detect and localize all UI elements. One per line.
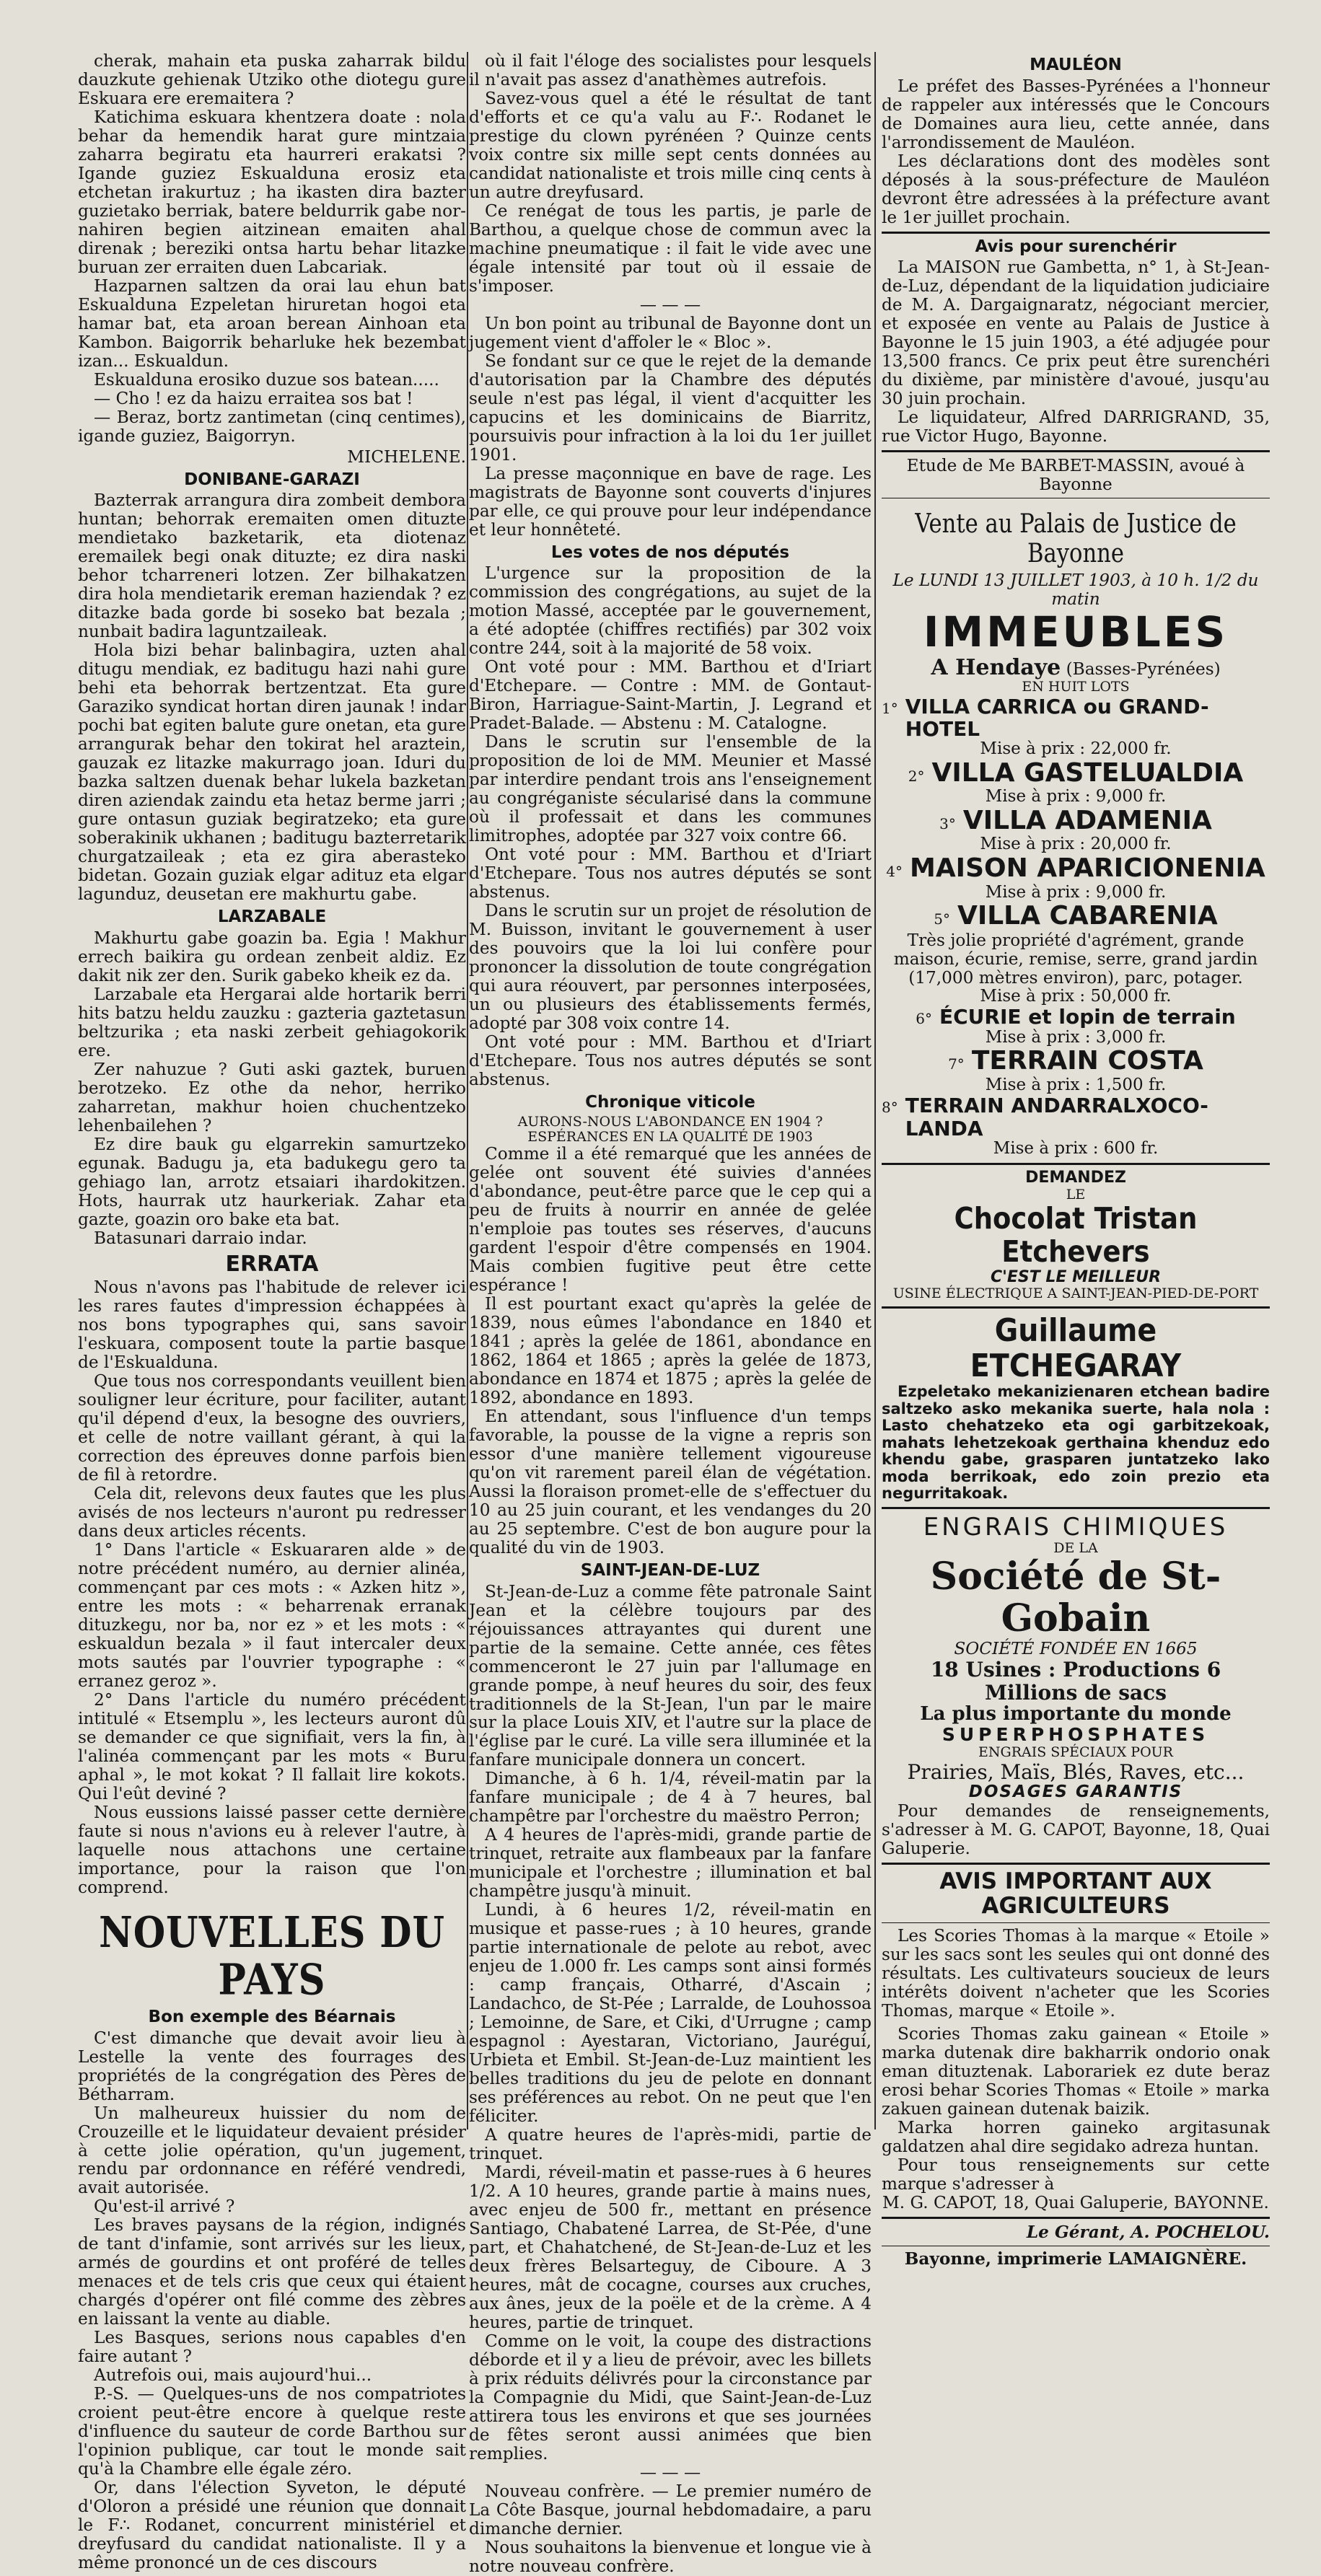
- paragraph: C'est dimanche que devait avoir lieu à Lestelle la vente des fourrages des propriétés de la congrégation des Pères de Bétharram.: [78, 2028, 466, 2104]
- ad-le: LE: [1066, 1186, 1086, 1203]
- lot-price: Mise à prix : 600 fr.: [993, 1139, 1159, 1159]
- lot-name: TERRAIN COSTA: [971, 1046, 1203, 1076]
- paragraph: Comme il a été remarqué que les années de gelée ont souvent été suivies d'années d'abondance, peut-être parce que le cep qui a peu de fruits à nourrir en année de gelée n'emploie pas toutes ses réserves, d'aucuns gardent l'espoir d'être compensés en 1904. Mais combien fugitive peut être cette espérance !: [469, 1144, 872, 1296]
- ad-plus-importante: La plus importante du monde: [920, 1703, 1232, 1726]
- paragraph: Dans le scrutin sur un projet de résolution de M. Buisson, invitant le gouvernement à user des pouvoirs que la loi lui confère pour prononcer la dissolution de toute congrégation qui aura réouvert, par personnes interposées, un ou plusieurs des établissements fermés, adopté par 308 voix contre 14.: [469, 901, 872, 1033]
- column-2: [469, 51, 872, 2576]
- lot-name: VILLA ADAMENIA: [962, 806, 1212, 836]
- paragraph: Lundi, à 6 heures 1/2, réveil-matin en musique et passe-rues ; à 10 heures, grande partie internationale de pelote au rebot, avec enjeu de 1.000 fr. Les camps sont ainsi formés : camp français, Otharré, d'Ascain ; Landachco, de St-Pée ; Larralde, de Louhossoa ; Lemoinne, de Sare, et Ciki, d'Urrugne ; camp espagnol : Ayestaran, Victoriano, Jauréguí, Urbieta et Embil. St-Jean-de-Luz maintient les belles traditions du jeu de pelote en donnant ses préférences au rebot. On ne peut que l'en féliciter.: [469, 1900, 872, 2127]
- paragraph: Savez-vous quel a été le résultat de tant d'efforts et ce qu'a valu au F∴ Rodanet le prestige du clown pyrénéen ? Quinze cents voix contre six mille sept cents données au candidat nationaliste et trois mille cinq cents à un autre dreyfusard.: [469, 88, 872, 202]
- divider: [882, 1163, 1270, 1165]
- paragraph: Hazparnen saltzen da orai lau ehun bat Eskualduna Ezpeletan hiruretan hogoi eta hamar bat, eta aroan berean Ainhoan eta Kambon. Baigorrik beharluke hek bezembat izan... Eskualdun.: [78, 276, 466, 371]
- paragraph: Katichima eskuara khentzera doate : nola behar da hemendik harat gure mintzaia zaharra begiratu eta haurreri erakatsi ? Igande guziez Eskualduna erosiz eta etchetan irakurtuz ; ha ikasten dira bazter guzietako berriak, batere beldurrik gabe nor-nahiren begien aitzinean emaiten ahal direnak ; bereziki ontsa hartu behar litazke buruan zer erraiten duen Labcariak.: [78, 107, 466, 277]
- lot-item: [882, 1047, 1270, 1076]
- paragraph: Que tous nos correspondants veuillent bien souligner leur écriture, pour faciliter, autant qu'il dépend d'eux, la besogne des ouvriers, et celle de notre vaillant gérant, à qui la correction des épreuves donne parfois bien de fil à retordre.: [78, 1371, 466, 1485]
- lot-number: 1°: [882, 699, 898, 717]
- column-1: [78, 51, 466, 2573]
- section-banner: NOUVELLES DU PAYS: [99, 1907, 445, 2005]
- lot-item: [882, 902, 1270, 931]
- paragraph: Comme on le voit, la coupe des distractions déborde et il y a lieu de prévoir, avec les billets à prix réduits délivrés pour la circonstance par la Compagnie du Midi, que Saint-Jean-de-Luz attirera tous les environs et que ses journées de fêtes seront aussi animées que bien remplies.: [469, 2331, 872, 2463]
- paragraph: — Cho ! ez da haizu erraitea sos bat !: [94, 388, 413, 408]
- lot-number: 7°: [948, 1055, 965, 1073]
- paragraph: Cela dit, relevons deux fautes que les plus avisés de nos lecteurs n'auront pu redresser dans deux articles récents.: [78, 1483, 466, 1541]
- ad-capot: M. G. CAPOT, 18, Quai Galuperie, BAYONNE.: [882, 2192, 1269, 2212]
- paragraph: Or, dans l'élection Syveton, le député d'Oloron a présidé une réunion que donnait le F∴ Rodanet, concurrent ministériel et dreyfusard du candidat nationaliste. Il y a même prononcé un de ces discours: [78, 2478, 466, 2573]
- gerant: Le Gérant, A. POCHELOU.: [1026, 2222, 1270, 2242]
- section-heading: SAINT-JEAN-DE-LUZ: [580, 1560, 760, 1580]
- lot-number: 8°: [882, 1099, 898, 1117]
- lot-price: Mise à prix : 1,500 fr.: [985, 1075, 1167, 1094]
- paragraph: Un malheureux huissier du nom de Crouzeille et le liquidateur devaient présider à cette jolie opération, qu'un jugement, rendu par ordonnance en référé vendredi, avait autorisée.: [78, 2103, 466, 2198]
- paragraph: cherak, mahain eta puska zaharrak bildu dauzkute gehienak Utziko othe diotegu gure Eskuara ere eremaitera ?: [78, 51, 466, 108]
- ad-renseignements: Pour demandes de renseignements, s'adresser à M. G. CAPOT, Bayonne, 18, Quai Galuperie.: [882, 1801, 1270, 1858]
- paragraph: où il fait l'éloge des socialistes pour lesquels il n'avait pas assez d'anathèmes autrefois.: [469, 51, 872, 89]
- paragraph: Nous n'avons pas l'habitude de relever ici les rares fautes d'impression échappées à nos bons typographes qui, sans savoir l'eskuara, composent toute la partie basque de l'Eskualduna.: [78, 1278, 466, 1373]
- subheading: ESPÉRANCES EN LA QUALITÉ DE 1903: [527, 1128, 813, 1145]
- lot-item: [882, 695, 1270, 741]
- column-divider: [874, 52, 876, 2129]
- ad-date: Le LUNDI 13 JUILLET 1903, à 10 h. 1/2 du matin: [892, 570, 1259, 609]
- ad-prairies: Prairies, Maïs, Blés, Raves, etc...: [907, 1759, 1245, 1784]
- ad-hendaye: A Hendaye: [931, 654, 1061, 680]
- lot-name: VILLA CARRICA ou GRAND-HOTEL: [905, 694, 1209, 741]
- paragraph: Les déclarations dont des modèles sont déposés à la sous-préfecture de Mauléon devront être adressées à la préfecture avant le 1er juillet prochain.: [882, 151, 1270, 227]
- paragraph: Eskualduna erosiko duzue sos batean.....: [94, 369, 439, 390]
- ad-guillaume-text: Ezpeletako mekanizienaren etchean badire saltzeko asko mekanika suerte, hala nola : Lasto chehatzeko eta ogi garbitzekoak, mahats lehetzekoak gerthaina khenduz edo khendu gabe, grasparen juntatzeko lako moda berrikoak, edo zoin prezio eta negurritakoak.: [882, 1383, 1270, 1503]
- paragraph: Mardi, réveil-matin et passe-rues à 6 heures 1/2. A 10 heures, grande partie à mains nues, avec enjeu de 500 fr., mettant en présence Santiago, Chabatené Larrea, de St-Pée, d'une part, et Chahatchené, de St-Jean-de-Luz et les deux frères Belsarteguy, de Ciboure. A 3 heures, mât de cocagne, courses aux cruches, aux ânes, jeux de la poële et de la crème. A 4 heures, partie de trinquet.: [469, 2163, 872, 2332]
- ad-avis: AVIS IMPORTANT AUX AGRICULTEURS: [939, 1868, 1212, 1920]
- paragraph: P.-S. — Quelques-uns de nos compatriotes croient peut-être encore à quelque reste d'influence du sauteur de corde Barthou sur l'opinion publique, car tout le monde sait qu'à la Chambre elle égale zéro.: [78, 2384, 466, 2479]
- paragraph: L'urgence sur la proposition de la commission des congrégations, au sujet de la motion Massé, acceptée par le gouvernement, a été adoptée (chiffres rectifiés) par 302 voix contre 244, soit à la majorité de 58 voix.: [469, 563, 872, 659]
- paragraph: Ez dire bauk gu elgarrekin samurtzeko egunak. Badugu ja, eta badukegu gero ta gehiago lan, arrotz etsaiari ihardokitzen. Hots, haurrak utz haurkeriak. Zahar eta gazte, goazin oro bake eta bat.: [78, 1134, 466, 1229]
- lot-name: TERRAIN ANDARRALXOCO-LANDA: [905, 1094, 1208, 1140]
- ad-speciaux: ENGRAIS SPÉCIAUX POUR: [978, 1744, 1173, 1761]
- paragraph: Dans le scrutin sur l'ensemble de la proposition de loi de MM. Meunier et Massé par interdire pendant trois ans l'enseignement au congréganiste sécularisé dans la commune où il professait et dans les communes limitrophes, adoptée par 327 voix contre 66.: [469, 732, 872, 846]
- ad-engrais: ENGRAIS CHIMIQUES: [923, 1512, 1229, 1542]
- paragraph: Marka horren gaineko argitasunak galdatzen ahal dire segidako adreza huntan.: [882, 2117, 1270, 2156]
- lot-number: 4°: [886, 863, 903, 881]
- ad-meilleur: C'EST LE MEILLEUR: [990, 1267, 1162, 1286]
- lot-item: [882, 806, 1270, 835]
- paragraph: Les Basques, serions nous capables d'en faire autant ?: [78, 2328, 466, 2367]
- lot-item: [882, 854, 1270, 883]
- paragraph: Les Scories Thomas à la marque « Etoile » sur les sacs sont les seules qui ont donné des résultats. Les cultivateurs soucieux de leurs intérêts doivent n'acheter que les Scories Thomas, marque « Etoile ».: [882, 1926, 1270, 2021]
- paragraph: A quatre heures de l'après-midi, partie de trinquet.: [469, 2125, 872, 2164]
- ad-dela: DE LA: [1053, 1539, 1098, 1556]
- ad-usine: USINE ÉLECTRIQUE A SAINT-JEAN-PIED-DE-PORT: [892, 1285, 1259, 1302]
- paragraph: Ont voté pour : MM. Barthou et d'Iriart d'Etchepare. Tous nos autres députés se sont abstenus.: [469, 845, 872, 902]
- lot-list: [882, 695, 1270, 1159]
- paragraph: La MAISON rue Gambetta, n° 1, à St-Jean-de-Luz, dépendant de la liquidation judiciaire de M. A. Dargaignaratz, négociant mercier, et exposée en vente au Palais de Justice à Bayonne le 15 juin 1903, a été adjugée pour 13,500 francs. Ce prix peut être surenchéri du dixième, par ministère d'avoué, jusqu'au 30 juin prochain.: [882, 258, 1270, 409]
- ad-chocolat: Chocolat Tristan Etchevers: [954, 1200, 1198, 1269]
- paragraph: Ont voté pour : MM. Barthou et d'Iriart d'Etchepare. — Contre : MM. de Gontaut-Biron, Harriague-Saint-Martin, J. Legrand et Pradet-Balade. — Abstenu : M. Catalogne.: [469, 657, 872, 734]
- ad-usines: 18 Usines : Productions 6 Millions de sacs: [930, 1658, 1221, 1705]
- ad-guillaume: Guillaume ETCHEGARAY: [970, 1311, 1182, 1384]
- divider: [882, 1922, 1270, 1923]
- section-heading: LARZABALE: [217, 907, 327, 927]
- paragraph: La presse maçonnique en bave de rage. Les magistrats de Bayonne sont couverts d'injures par elle, ce qui prouve pour leur indépendance et leur honnêteté.: [469, 463, 872, 540]
- subheading: AURONS-NOUS L'ABONDANCE EN 1904 ?: [517, 1113, 823, 1130]
- section-heading: Chronique viticole: [585, 1092, 755, 1112]
- section-heading: DONIBANE-GARAZI: [184, 470, 360, 489]
- lot-name: MAISON APARICIONENIA: [910, 853, 1265, 884]
- lot-name: VILLA CABARENIA: [957, 901, 1218, 931]
- paragraph: 1° Dans l'article « Eskuararen alde » de notre précédent numéro, au dernier alinéa, commençant par ces mots : « Azken hitz », entre les mots : « beharrenak erranak dituzkegu, nor ba, nor ez » et les mots : « eskualdun bezala » il faut intercaler deux mots sautés par l'ouvrier typographe : « erranez geroz ».: [78, 1539, 466, 1691]
- divider: [882, 450, 1270, 452]
- separator: — — —: [639, 2462, 701, 2482]
- lot-price: Mise à prix : 3,000 fr.: [985, 1027, 1167, 1047]
- paragraph: Scories Thomas zaku gainean « Etoile » marka dutenak dire bakharrik ondorio onak eman dituztenak. Laborariek ez dute beraz erosi behar Scories Thomas « Etoile » marka zakuen gainean dutenak baizik.: [882, 2023, 1270, 2119]
- section-heading: Bon exemple des Béarnais: [148, 2007, 396, 2026]
- ad-region: (Basses-Pyrénées): [1066, 659, 1221, 679]
- signature: MICHELENE.: [347, 447, 466, 467]
- lot-price: Mise à prix : 20,000 fr.: [980, 835, 1172, 854]
- paragraph: 2° Dans l'article du numéro précédent intitulé « Etsemplu », les lecteurs auront dû se demander ce que signifiait, vers la fin, à l'alinéa commençant par les mots « Buru aphal », le mot kokat ? Il fallait lire kokots. Qui l'eût deviné ?: [78, 1689, 466, 1803]
- section-heading: ERRATA: [225, 1251, 319, 1277]
- separator: — — —: [639, 294, 701, 315]
- lot-price: Mise à prix : 9,000 fr.: [985, 787, 1167, 806]
- paragraph: Hola bizi behar balinbagira, uzten ahal ditugu mendiak, ez baditugu hazi nahi gure behi eta behorrak bertzentzat. Eta gure Garaziko syndicat hortan diren jaunak ! indar pochi bat egiten balute gure onetan, eta gure arrangurak behar den tokirat hel araztein, gauzak ez litazke makurrago joan. Iduri du bazka saltzen duenak behar lukela bazketan diren aziendak zaindu eta hetaz berme jarri ; gure ontasun guziak begiratzeko; eta gure soberakinik ukhanen ; baditugu bazterretarik churgatzaileak ; eta ez gira aberasteko bidetan. Gozain guziak elgar adituz eta elgar lagunduz, deusetan ere makhurtu gabe.: [78, 641, 466, 905]
- ad-demandez: DEMANDEZ: [1025, 1168, 1126, 1187]
- ad-superphosphates: SUPERPHOSPHATES: [942, 1724, 1210, 1746]
- lot-price: Mise à prix : 50,000 fr.: [980, 986, 1172, 1006]
- paragraph: Dimanche, à 6 h. 1/4, réveil-matin par la fanfare municipale ; de 4 à 7 heures, bal champêtre par l'orchestre du maëstro Perron;: [469, 1769, 872, 1827]
- divider: [882, 1306, 1270, 1309]
- paragraph: Qu'est-il arrivé ?: [94, 2197, 235, 2217]
- paragraph: Nouveau confrère. — Le premier numéro de La Côte Basque, journal hebdomadaire, a paru dimanche dernier.: [469, 2481, 872, 2538]
- lot-number: 6°: [916, 1010, 932, 1028]
- paragraph: Autrefois oui, mais aujourd'hui...: [94, 2365, 372, 2386]
- paragraph: Larzabale eta Hergarai alde hortarik berri hits batzu heldu zauzku : gazteria gaztetasun beltzurika ; eta naski zerbeit gehiagokorik ere.: [78, 984, 466, 1060]
- lot-item: [882, 1094, 1270, 1140]
- paragraph: Il est pourtant exact qu'après la gelée de 1839, nous eûmes l'abondance en 1840 et 1841 ; après la gelée de 1861, abondance en 1862, 1864 et 1865 ; après la gelée de 1873, abondance en 1874 et 1875 ; après la gelée de 1892, abondance en 1893.: [469, 1294, 872, 1407]
- paragraph: Makhurtu gabe goazin ba. Egia ! Makhur errech baikira gu ordean zenbeit aldiz. Ez dakit nik zer den. Surik gabeko kheik ez da.: [78, 928, 466, 985]
- lot-number: 3°: [939, 815, 956, 833]
- ad-lots: EN HUIT LOTS: [1022, 679, 1130, 695]
- ad-immeubles: IMMEUBLES: [923, 607, 1229, 656]
- divider: [882, 1863, 1270, 1865]
- ad-dosages: DOSAGES GARANTIS: [968, 1782, 1183, 1801]
- divider: [882, 1507, 1270, 1509]
- paragraph: Se fondant sur ce que le rejet de la demande d'autorisation par la Chambre des députés seule n'est pas légal, il vient d'acquitter les capucins et les dominicains de Biarritz, poursuivis pour infraction à la loi du 1er juillet 1901.: [469, 351, 872, 465]
- ad-etude: Etude de Me BARBET-MASSIN, avoué à Bayonne: [906, 456, 1245, 495]
- paragraph: Nous souhaitons la bienvenue et longue vie à notre nouveau confrère.: [469, 2537, 872, 2576]
- paragraph: Zer nahuzue ? Guti aski gaztek, buruen berotzeko. Ez othe da nehor, herriko zaharretan, makhur hoien chuchentzeko lehenbailehen ?: [78, 1059, 466, 1135]
- lot-number: 2°: [908, 768, 925, 786]
- lot-name: VILLA GASTELUALDIA: [931, 758, 1244, 788]
- paragraph: A 4 heures de l'après-midi, grande partie de trinquet, retraite aux flambeaux par la fanfare municipale et l'orchestre ; illumination et bal champêtre jusqu'à minuit.: [469, 1825, 872, 1902]
- lot-item: [882, 1006, 1270, 1028]
- paragraph: Nous eussions laissé passer cette dernière faute si nous n'avions eu à relever l'autre, à laquelle nous attachons une certaine importance, pour la raison que l'on comprend.: [78, 1802, 466, 1897]
- paragraph: Le préfet des Basses-Pyrénées a l'honneur de rappeler aux intéressés que le Concours de Domaines aura lieu, cette année, dans l'arrondissement de Mauléon.: [882, 76, 1270, 152]
- paragraph: Un bon point au tribunal de Bayonne dont un jugement vient d'affoler le « Bloc ».: [469, 313, 872, 352]
- paragraph: Bazterrak arrangura dira zombeit dembora huntan; behorrak eremaiten omen dituzte mendietako bazketarik, eta diotenaz eremailek begi onak dituzte; ez dira naski behor tcharreneri lotzen. Zer bilhakatzen dira hola mendietarik ereman haziendak ? ez ditazke bada gorde bi soseko bat bezala ; nunbait badira laguntzaileak.: [78, 491, 466, 642]
- lot-name: ÉCURIE et lopin de terrain: [939, 1005, 1236, 1029]
- paragraph: Le liquidateur, Alfred DARRIGRAND, 35, rue Victor Hugo, Bayonne.: [882, 408, 1270, 447]
- divider: [882, 232, 1270, 234]
- paragraph: Pour tous renseignements sur cette marque s'adresser à: [882, 2155, 1270, 2194]
- paragraph: Batasunari darraio indar.: [94, 1228, 307, 1248]
- ad-fondee: SOCIÉTÉ FONDÉE EN 1665: [954, 1639, 1198, 1659]
- column-3: [882, 52, 1270, 2269]
- section-heading: MAULÉON: [1030, 56, 1122, 74]
- lot-number: 5°: [934, 910, 950, 928]
- lot-item: [882, 759, 1270, 788]
- lot-price: Mise à prix : 9,000 fr.: [985, 882, 1167, 902]
- ad-saint-gobain: Société de St-Gobain: [930, 1554, 1221, 1641]
- paragraph: En attendant, sous l'influence d'un temps favorable, la pousse de la vigne a repris son essor d'une manière tellement vigoureuse qu'on vit rarement pareil élan de végétation. Aussi la floraison promet-elle de s'effectuer du 10 au 25 juin courant, et les vendanges du 20 au 25 septembre. C'est de bon augure pour la qualité du vin de 1903.: [469, 1406, 872, 1557]
- imprimerie: Bayonne, imprimerie LAMAIGNÈRE.: [904, 2248, 1247, 2269]
- ad-vente-title: Vente au Palais de Justice de Bayonne: [915, 509, 1237, 568]
- section-heading: Les votes de nos députés: [550, 542, 790, 562]
- paragraph: St-Jean-de-Luz a comme fête patronale Saint Jean et la célèbre toujours par des réjouissances attrayantes qui durent une partie de la semaine. Cette année, ces fêtes commenceront le 27 juin par l'allumage en grande pompe, à neuf heures du soir, des feux traditionnels de la St-Jean, l'un par le maire sur la place Louis XIV, et l'autre sur la place de l'église par le curé. La ville sera illuminée et la fanfare municipale donnera un concert.: [469, 1581, 872, 1770]
- paragraph: — Beraz, bortz zantimetan (cinq centimes), igande guziez, Baigorryn.: [78, 407, 466, 446]
- section-heading: Avis pour surenchérir: [975, 237, 1177, 256]
- column-divider: [467, 52, 468, 2129]
- lot-price: Mise à prix : 22,000 fr.: [980, 739, 1172, 759]
- paragraph: Les braves paysans de la région, indignés de tant d'infamie, sont arrivés sur les lieux, armés de gourdins et ont proféré de telles menaces et de tels cris que ceux qui étaient chargés d'opérer ont filé comme des zèbres en laissant la vente au diable.: [78, 2215, 466, 2329]
- lot-description: Très jolie propriété d'agrément, grande maison, écurie, remise, serre, grand jardin (17,000 mètres environ), parc, potager.: [893, 930, 1258, 988]
- paragraph: Ce renégat de tous les partis, je parle de Barthou, a quelque chose de commun avec la machine pneumatique : il fait le vide avec une égale intensité par tout où il essaie de s'imposer.: [469, 201, 872, 296]
- divider: [882, 2217, 1270, 2219]
- paragraph: Ont voté pour : MM. Barthou et d'Iriart d'Etchepare. Tous nos autres députés se sont abstenus.: [469, 1032, 872, 1089]
